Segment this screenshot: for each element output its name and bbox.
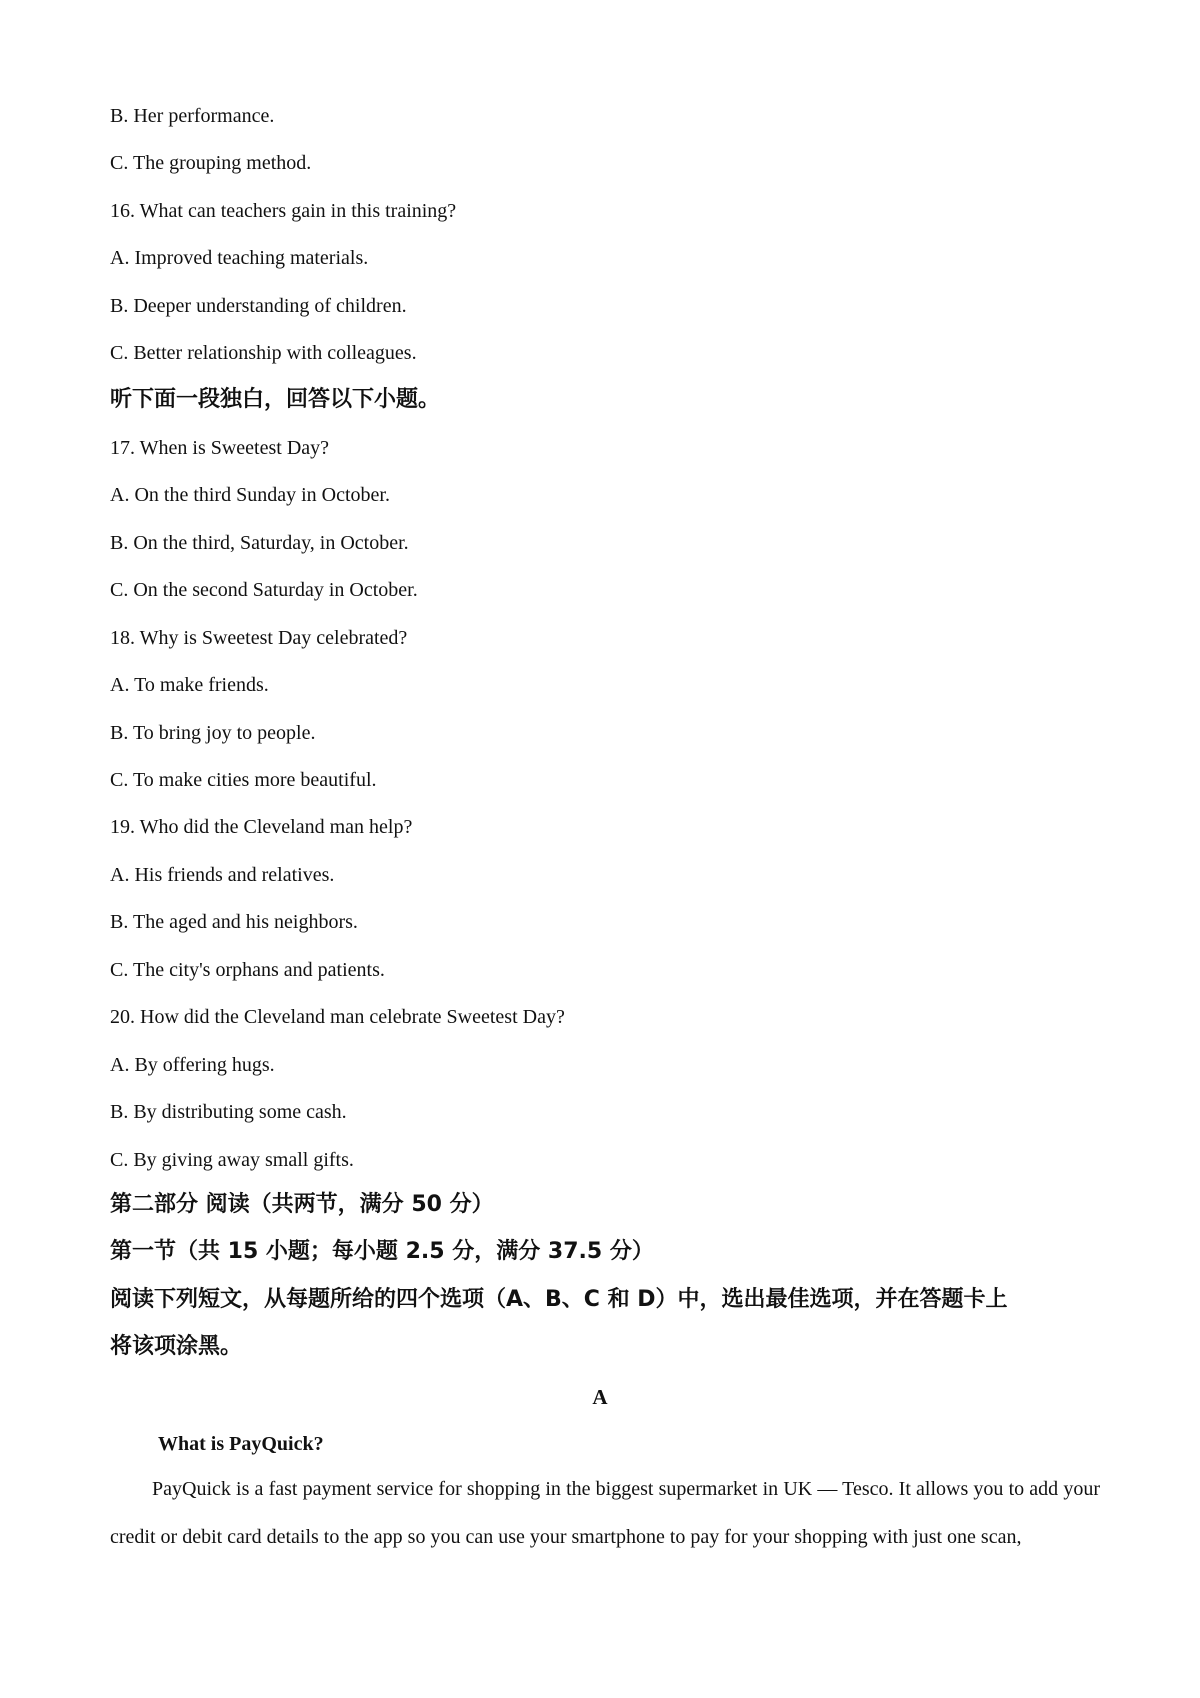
- passage-paragraph: PayQuick is a fast payment service for shopping in the biggest supermarket in UK — Tesco. It allows you to add your credit or debit card details to the app so you can use your smartphone to pay for your shopping with just one scan,: [110, 1478, 1100, 1548]
- question-17: 17. When is Sweetest Day?: [110, 437, 330, 459]
- option-16a: A. Improved teaching materials.: [110, 247, 369, 269]
- question-16: 16. What can teachers gain in this training?: [110, 200, 457, 222]
- option-16b: B. Deeper understanding of children.: [110, 295, 407, 317]
- passage-label: A: [592, 1385, 608, 1409]
- option-15c: C. The grouping method.: [110, 152, 312, 174]
- passage-title: What is PayQuick?: [158, 1433, 324, 1455]
- option-17a: A. On the third Sunday in October.: [110, 484, 390, 506]
- option-20b: B. By distributing some cash.: [110, 1101, 347, 1123]
- question-20: 20. How did the Cleveland man celebrate Sweetest Day?: [110, 1006, 565, 1028]
- option-20a: A. By offering hugs.: [110, 1054, 275, 1076]
- option-18b: B. To bring joy to people.: [110, 722, 316, 744]
- section-one-heading: 第一节（共 15 小题；每小题 2.5 分，满分 37.5 分）: [110, 1239, 654, 1264]
- option-19b: B. The aged and his neighbors.: [110, 911, 358, 933]
- question-19: 19. Who did the Cleveland man help?: [110, 816, 413, 838]
- option-19a: A. His friends and relatives.: [110, 864, 335, 886]
- option-17c: C. On the second Saturday in October.: [110, 579, 418, 601]
- option-17b: B. On the third, Saturday, in October.: [110, 532, 409, 554]
- option-19c: C. The city's orphans and patients.: [110, 959, 385, 981]
- part-two-heading: 第二部分 阅读（共两节，满分 50 分）: [110, 1192, 494, 1217]
- section-instruction: 听下面一段独白，回答以下小题。: [110, 387, 441, 412]
- reading-instruction-line2: 将该项涂黑。: [110, 1334, 243, 1359]
- question-18: 18. Why is Sweetest Day celebrated?: [110, 627, 408, 649]
- option-18a: A. To make friends.: [110, 674, 269, 696]
- reading-instruction-line1: 阅读下列短文，从每题所给的四个选项（A、B、C 和 D）中，选出最佳选项，并在答题卡上: [110, 1287, 1008, 1312]
- option-15b: B. Her performance.: [110, 105, 275, 127]
- option-20c: C. By giving away small gifts.: [110, 1149, 354, 1171]
- option-18c: C. To make cities more beautiful.: [110, 769, 377, 791]
- option-16c: C. Better relationship with colleagues.: [110, 342, 417, 364]
